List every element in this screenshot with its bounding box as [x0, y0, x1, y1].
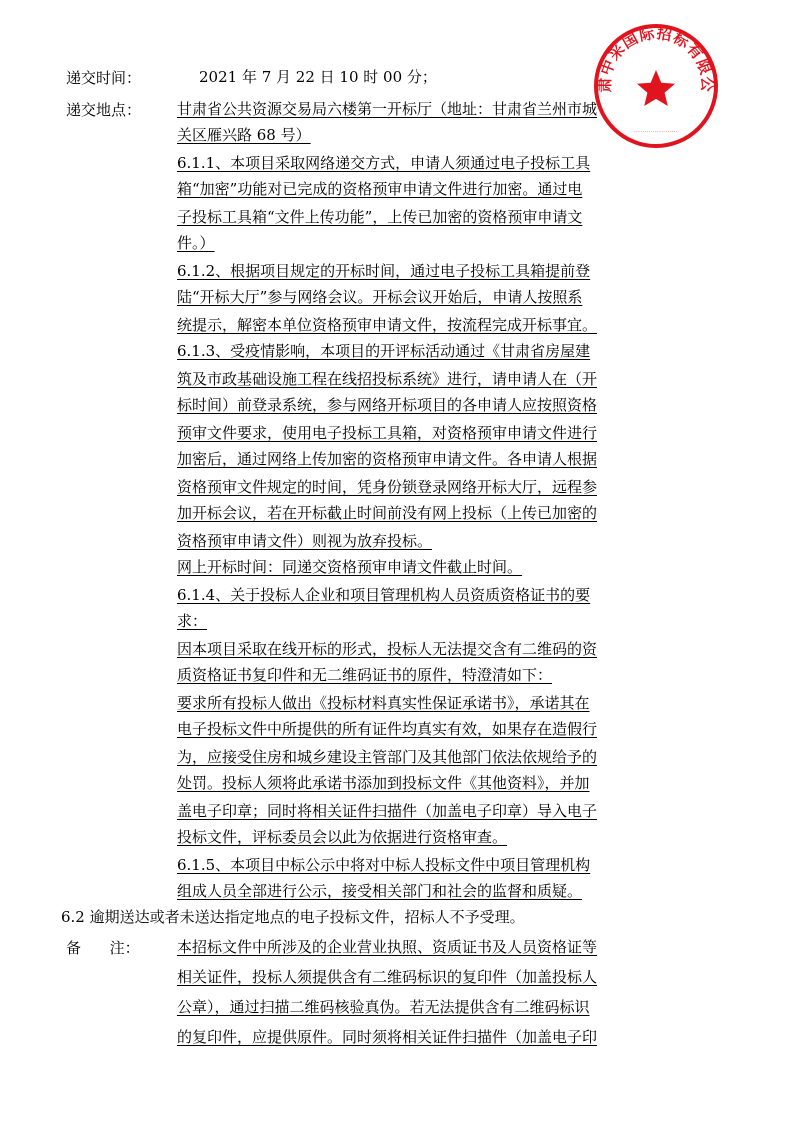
clause-6-2: 6.2 逾期送达或者未送达指定地点的电子投标文件，招标人不予受理。	[61, 908, 525, 926]
submission-time-value: 2021 年 7 月 22 日 10 时 00 分；	[199, 68, 437, 86]
clause-6-1-4-line: 盖电子印章；同时将相关证件扫描件（加盖电子印章）导入电子	[177, 802, 598, 820]
remarks-line: 本招标文件中所涉及的企业营业执照、资质证书及人员资格证等	[177, 938, 598, 956]
clause-6-1-2-line: 统提示，解密本单位资格预审申请文件，按流程完成开标事宜。	[177, 316, 598, 334]
clause-6-1-3-line: 标时间）前登录系统，参与网络开标项目的各申请人应按照资格	[177, 396, 598, 414]
seal-serial: ·····················	[634, 129, 678, 135]
clause-6-1-4-line: 要求所有投标人做出《投标材料真实性保证承诺书》，承诺其在	[177, 694, 590, 712]
clause-6-1-1-line: 件。）	[177, 234, 215, 252]
clause-6-1-2-line: 陆“开标大厅”参与网络会议。开标会议开始后，申请人按照系	[177, 288, 583, 306]
clause-6-1-4-line: 因本项目采取在线开标的形式，投标人无法提交含有二维码的资	[177, 640, 598, 658]
seal-text: 肃中采国际招标有限公	[595, 24, 717, 93]
submission-place-label: 递交地点：	[66, 101, 142, 119]
clause-6-1-3-line: 网上开标时间：同递交资格预审申请文件截止时间。	[177, 558, 523, 576]
remarks-line: 公章），通过扫描二维码核验真伪。若无法提供含有二维码标识	[177, 998, 590, 1016]
clause-6-1-4-line: 电子投标文件中所提供的所有证件均真实有效，如果存在造假行	[177, 720, 598, 738]
clause-6-1-4-line: 投标文件，评标委员会以此为依据进行资格审查。	[177, 828, 508, 846]
clause-6-1-3-line: 加开标会议，若在开标截止时间前没有网上投标（上传已加密的	[177, 504, 598, 522]
company-seal	[590, 20, 722, 152]
clause-6-1-1-line: 箱“加密”功能对已完成的资格预审申请文件进行加密。通过电	[177, 180, 583, 198]
clause-6-1-4-line: 为，应接受住房和城乡建设主管部门及其他部门依法依规给予的	[177, 748, 598, 766]
clause-6-1-4-line: 6.1.4、关于投标人企业和项目管理机构人员资质资格证书的要	[177, 586, 591, 604]
clause-6-1-1-line: 子投标工具箱“文件上传功能”，上传已加密的资格预审申请文	[177, 208, 583, 226]
clause-6-1-3-line: 资格预审申请文件）则视为放弃投标。	[177, 532, 433, 550]
seal-graphic	[590, 20, 722, 152]
clause-6-1-5-line: 组成人员全部进行公示，接受相关部门和社会的监督和质疑。	[177, 882, 583, 900]
clause-6-1-2-line: 6.1.2、根据项目规定的开标时间，通过电子投标工具箱提前登	[177, 262, 591, 280]
clause-6-1-3-line: 6.1.3、受疫情影响，本项目的开评标活动通过《甘肃省房屋建	[177, 342, 591, 360]
clause-6-1-3-line: 预审文件要求，使用电子投标工具箱，对资格预审申请文件进行	[177, 424, 598, 442]
clause-6-1-1-line: 6.1.1、本项目采取网络递交方式，申请人须通过电子投标工具	[177, 154, 591, 172]
remarks-line: 相关证件，投标人须提供含有二维码标识的复印件（加盖投标人	[177, 968, 598, 986]
submission-place-line: 甘肃省公共资源交易局六楼第一开标厅（地址：甘肃省兰州市城	[177, 100, 598, 118]
clause-6-1-4-line: 质资格证书复印件和无二维码证书的原件，特澄清如下：	[177, 666, 553, 684]
remarks-line: 的复印件，应提供原件。同时须将相关证件扫描件（加盖电子印	[177, 1028, 598, 1046]
clause-6-1-5-line: 6.1.5、本项目中标公示中将对中标人投标文件中项目管理机构	[177, 856, 591, 874]
seal-star-icon	[637, 70, 675, 106]
clause-6-1-4-line: 求：	[177, 612, 208, 630]
submission-place-line: 关区雁兴路 68 号）	[177, 126, 311, 144]
clause-6-1-4-line: 处罚。投标人须将此承诺书添加到投标文件《其他资料》，并加	[177, 774, 590, 792]
remarks-label: 备 注：	[66, 939, 140, 957]
submission-time-label: 递交时间：	[66, 69, 142, 87]
clause-6-1-3-line: 筑及市政基础设施工程在线招投标系统》进行，请申请人在（开	[177, 370, 598, 388]
clause-6-1-3-line: 资格预审文件规定的时间，凭身份锁登录网络开标大厅，远程参	[177, 478, 598, 496]
clause-6-1-3-line: 加密后，通过网络上传加密的资格预审申请文件。各申请人根据	[177, 450, 598, 468]
